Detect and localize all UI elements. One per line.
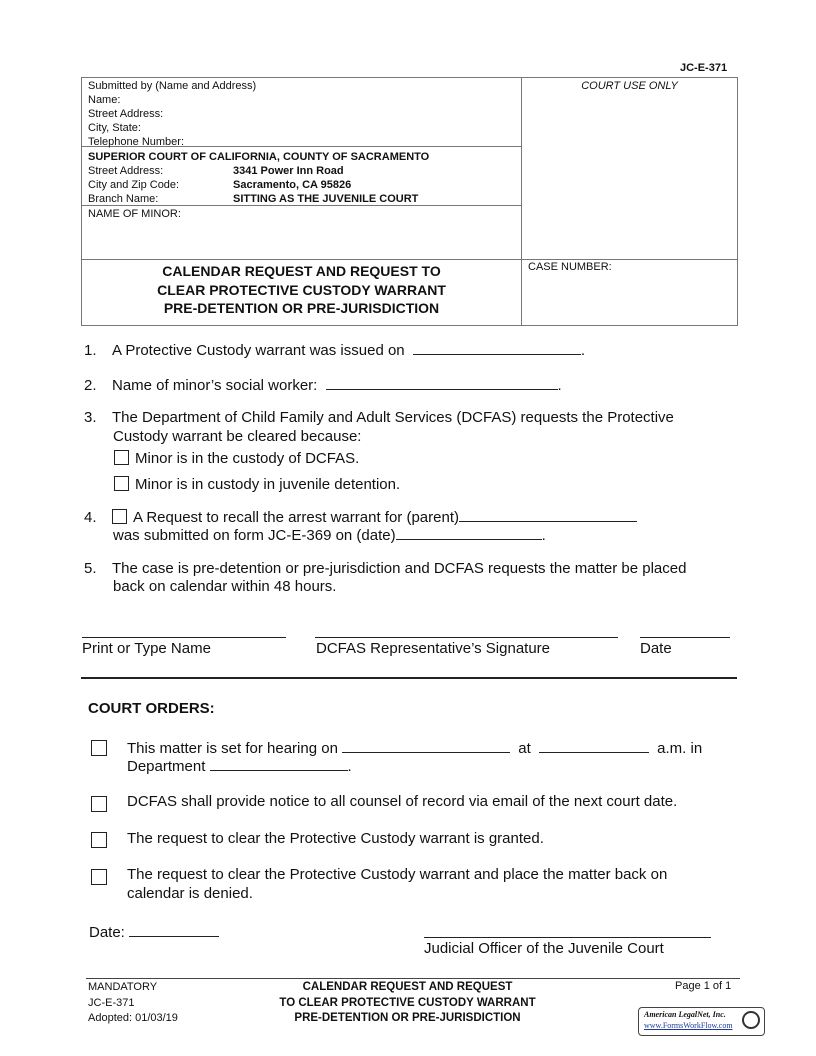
footer-form-id: JC-E-371 <box>88 996 135 1009</box>
submitted-city-label: City, State: <box>88 122 141 134</box>
item-1-text: A Protective Custody warrant was issued on <box>112 342 405 359</box>
item-4-line2: was submitted on form JC-E-369 on (date) . <box>113 527 546 544</box>
order-1-line2: Department . <box>127 758 352 775</box>
header-divider <box>521 78 522 325</box>
court-orders-title: COURT ORDERS: <box>88 700 215 717</box>
social-worker-field[interactable] <box>326 375 558 390</box>
item-1: 1. A Protective Custody warrant was issued on . <box>84 342 585 359</box>
item-3-line: Custody warrant be cleared because: <box>113 428 362 445</box>
court-use-only: COURT USE ONLY <box>581 80 678 92</box>
submitted-heading: Submitted by (Name and Address) <box>88 80 257 92</box>
date-label: Date <box>640 640 672 657</box>
divider <box>82 259 737 260</box>
order-date <box>89 922 219 943</box>
item-3-option-1 <box>114 450 359 469</box>
checkbox[interactable] <box>114 476 129 491</box>
item-4-line: was submitted on form JC-E-369 on (date) <box>113 527 396 544</box>
footer-title-line: PRE-DETENTION OR PRE-JURISDICTION <box>294 1012 521 1024</box>
logo-text: American LegalNet, Inc. <box>644 1010 726 1019</box>
page-number: Page 1 of 1 <box>675 980 732 992</box>
item-2: 2. Name of minor’s social worker: . <box>84 377 562 394</box>
court-city-value: Sacramento, CA 95826 <box>233 179 352 191</box>
item-3-line: The Department of Child Family and Adult Services (DCFAS) requests the Protective <box>112 409 674 426</box>
signature-label: DCFAS Representative’s Signature <box>316 640 551 657</box>
checkbox[interactable] <box>91 832 107 848</box>
footer-adopted: Adopted: 01/03/19 <box>88 1012 178 1024</box>
footer-divider <box>86 978 740 979</box>
print-name-line[interactable] <box>82 637 286 638</box>
publisher-logo <box>638 1007 765 1036</box>
submitted-date-field[interactable] <box>396 525 542 540</box>
checkbox[interactable] <box>114 450 129 465</box>
option-label: Minor is in custody in juvenile detention. <box>135 476 401 493</box>
parent-field[interactable] <box>459 507 637 522</box>
footer-title <box>220 980 595 1027</box>
court-name: SUPERIOR COURT OF CALIFORNIA, COUNTY OF SACRAMENTO <box>88 151 430 163</box>
footer-mandatory: MANDATORY <box>88 981 158 993</box>
item-number: 5. <box>84 560 97 577</box>
order-date-field[interactable] <box>129 922 219 937</box>
court-info <box>88 150 429 206</box>
submitted-by <box>88 79 256 149</box>
order-text: Department <box>127 758 206 775</box>
option-label: Minor is in the custody of DCFAS. <box>135 450 360 467</box>
checkbox[interactable] <box>112 509 127 524</box>
section-divider <box>81 677 737 679</box>
date-line[interactable] <box>640 637 730 638</box>
form-title <box>82 262 521 318</box>
signature-line[interactable] <box>315 637 618 638</box>
item-number: 3. <box>84 409 97 426</box>
item-4-line: A Request to recall the arrest warrant for (parent) <box>133 509 459 526</box>
print-name-label: Print or Type Name <box>82 640 211 657</box>
hearing-time-field[interactable] <box>539 738 649 753</box>
order-4-line: The request to clear the Protective Custody warrant and place the matter back on <box>127 866 668 883</box>
logo-link[interactable]: www.FormsWorkFlow.com <box>644 1021 733 1030</box>
submitted-name-label: Name: <box>88 94 121 106</box>
item-number: 1. <box>84 342 97 359</box>
submitted-street-label: Street Address: <box>88 108 164 120</box>
title-line: PRE-DETENTION OR PRE-JURISDICTION <box>163 300 440 316</box>
item-3 <box>84 409 674 428</box>
header-block <box>81 77 738 326</box>
globe-icon <box>742 1011 760 1029</box>
item-5 <box>84 560 686 579</box>
form-id: JC-E-371 <box>680 62 728 74</box>
order-2: DCFAS shall provide notice to all counsel of record via email of the next court date. <box>127 793 678 810</box>
court-branch-label: Branch Name: <box>88 193 159 205</box>
minor-name-label: NAME OF MINOR: <box>88 208 181 220</box>
footer-left <box>88 980 178 1027</box>
title-line: CALENDAR REQUEST AND REQUEST TO <box>162 263 441 279</box>
item-number: 2. <box>84 377 97 394</box>
checkbox[interactable] <box>91 740 107 756</box>
order-4-line: calendar is denied. <box>127 885 253 902</box>
item-2-text: Name of minor’s social worker: <box>112 377 318 394</box>
checkbox[interactable] <box>91 869 107 885</box>
footer-title-line: CALENDAR REQUEST AND REQUEST <box>302 981 513 993</box>
judicial-officer-label: Judicial Officer of the Juvenile Court <box>424 940 664 957</box>
title-line: CLEAR PROTECTIVE CUSTODY WARRANT <box>157 281 446 298</box>
order-text: This matter is set for hearing on <box>127 740 338 757</box>
court-city-label: City and Zip Code: <box>88 179 180 191</box>
judicial-signature-line[interactable] <box>424 937 711 938</box>
court-branch-value: SITTING AS THE JUVENILE COURT <box>233 193 419 205</box>
court-street-value: 3341 Power Inn Road <box>233 165 344 177</box>
checkbox[interactable] <box>91 796 107 812</box>
submitted-phone-label: Telephone Number: <box>88 136 185 148</box>
item-5-line: back on calendar within 48 hours. <box>113 578 337 595</box>
order-text: a.m. in <box>657 740 703 757</box>
issue-date-field[interactable] <box>413 340 581 355</box>
order-date-label: Date: <box>89 924 125 941</box>
case-number-label: CASE NUMBER: <box>528 261 612 273</box>
item-5-line: The case is pre-detention or pre-jurisdiction and DCFAS requests the matter be placed <box>112 560 687 577</box>
order-text: at <box>518 740 531 757</box>
item-number: 4. <box>84 509 97 526</box>
hearing-date-field[interactable] <box>342 738 510 753</box>
department-field[interactable] <box>210 756 348 771</box>
court-street-label: Street Address: <box>88 165 164 177</box>
order-3: The request to clear the Protective Custody warrant is granted. <box>127 830 544 847</box>
footer-title-line: TO CLEAR PROTECTIVE CUSTODY WARRANT <box>279 996 536 1009</box>
item-3-option-2 <box>114 476 400 495</box>
